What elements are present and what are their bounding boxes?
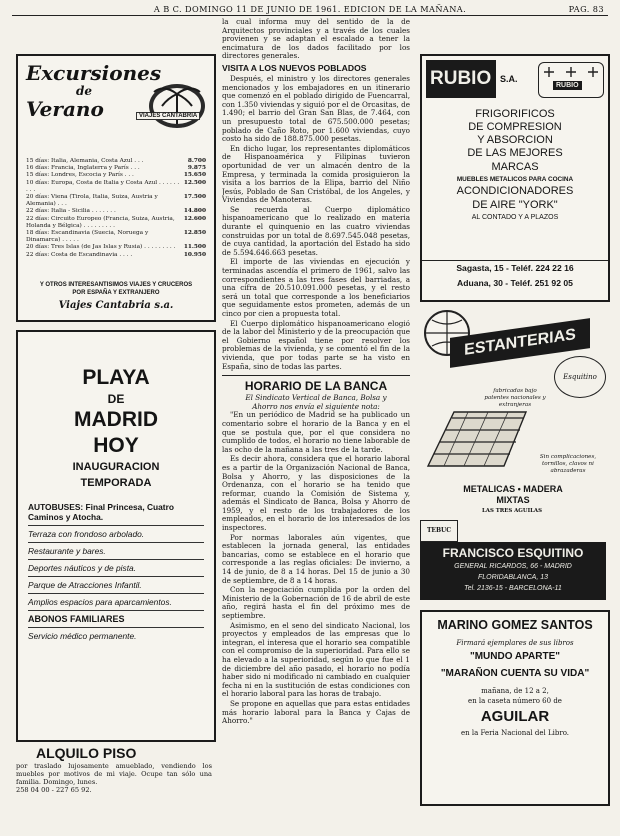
excursion-row [26, 208, 206, 215]
excursiones-list [26, 158, 206, 259]
book-maranon: "MARAÑON CUENTA SU VIDA" [440, 668, 590, 679]
excursion-price: 12.850 [183, 230, 206, 237]
esquitino-address-3: Tel. 2136-15 - BARCELONA-11 [464, 585, 562, 592]
alquilo-text: por traslado lujosamente amueblado, vendiendo los muebles por motivos de mi viaje. Ocupe tan sólo una familia. Domingo, lunes. [16, 762, 212, 786]
tres-aguilas-logo: LAS TRES AGUILAS [482, 508, 542, 514]
playa-item: Amplios espacios para aparcamientos. [28, 597, 172, 607]
marino-name: MARINO GOMEZ SANTOS [437, 618, 593, 632]
excursion-desc: 22 días: Costa de Escandinavia . . . . [26, 251, 133, 258]
esquitino-banner [420, 542, 606, 600]
excursion-desc: 15 días: Italia, Alemania, Costa Azul . . . [26, 158, 144, 164]
rubio-body [422, 108, 608, 224]
page-number: PAG. 83 [568, 4, 604, 14]
esquitino-badge: Esquitino [554, 356, 606, 398]
article-paragraph: Se recuerda al Cuerpo diplomático hispanoamericano que lo realizado en materia durante el quinquenio en las cuatro viviendas construidas por un total de 8.697.545.048 pesetas, de cuya cantidad, la aportación del Estado ha sido de 5.594.646.663 pesetas. [222, 204, 410, 257]
playa-madrid-ad [16, 330, 216, 742]
header-line: A B C. DOMINGO 11 DE JUNIO DE 1961. EDICION DE LA MAÑANA. [153, 4, 467, 14]
rubio-line-1: FRIGORIFICOS [475, 108, 555, 120]
estanterias-sub-1: fabricadas bajo [493, 388, 537, 394]
rubio-line-4: DE LAS MEJORES [467, 147, 563, 159]
snowflake-icon [541, 65, 601, 79]
article-intro: la cual informa muy del sentido de la de Arquitectos provinciales y a través de los cuales provienen y se adaptan el escalado a tener la encimatura de los dados facilitado por los directores generales. [222, 18, 410, 61]
excursion-price: 10.950 [183, 251, 206, 258]
banca-headline: HORARIO DE LA BANCA [244, 379, 388, 394]
header-rule [12, 15, 608, 16]
article-paragraph: Se propone en aquellas que para estas entidades más horario laboral para la Banca y Cajas de Ahorro." [222, 698, 410, 726]
esquitino-firm: FRANCISCO ESQUITINO [442, 546, 584, 560]
playa-item: AUTOBUSES: Final Princesa, Cuatro Caminos y Atocha. [28, 502, 174, 522]
rubio-line-8: DE AIRE "YORK" [472, 199, 558, 211]
excursion-desc: 15 días: Londres, Escocia y París . . . [26, 172, 134, 179]
playa-item: Parque de Atracciones Infantil. [28, 580, 142, 590]
estanterias-title: ESTANTERIAS [450, 318, 590, 368]
abonos-familiares: ABONOS FAMILIARES [28, 614, 125, 624]
banca-body [222, 411, 410, 725]
rubio-line-2: DE COMPRESION [468, 121, 562, 133]
playa-list [28, 502, 204, 641]
excursion-price: 12.600 [183, 215, 206, 222]
estanterias-ad [420, 304, 606, 600]
excursion-row [26, 244, 206, 251]
alquilo-phone: 258 04 00 - 227 65 92. [16, 786, 92, 794]
estanterias-line-1: METALICAS • MADERA [463, 484, 563, 494]
excursion-row [26, 194, 206, 208]
excursion-desc: 16 días: Francia, Inglaterra y París . . . [26, 165, 140, 172]
rubio-line-5: MARCAS [491, 161, 539, 173]
rubio-sa: S.A. [500, 74, 518, 84]
article-paragraph: El Cuerpo diplomático hispanoamericano elogió de la labor del Ministerio y de la preocupación que el Gobierno español tiene por resolver los problemas de la vivienda, y se comentó el fin de la vivienda, que por todas parte se ha visto en España, sino de todas las partes. [222, 318, 410, 371]
marino-line-1: Firmará ejemplares de sus libros [456, 639, 574, 647]
article-paragraph: El importe de las viviendas en ejecución y terminadas ascendía el primero de 1961, salvo las correspondientes a las tres fases del barriadas, a una cifra de 20.510.091.000 pesetas, y el resto será un total que corresponde a los beneficiarios que seguidamente estos prometen, además de un cinco por cien a propuesta total. [222, 257, 410, 318]
excursion-desc: 22 días: Italia - Sicilia . . . . . . . [26, 208, 116, 215]
playa-line-5: INAUGURACION [72, 461, 160, 473]
marino-line-3: en la caseta número 60 de [468, 697, 562, 705]
rubio-address-1: Sagasta, 15 - Teléf. 224 22 16 [456, 263, 574, 273]
marino-line-4: en la Feria Nacional del Libro. [460, 729, 570, 737]
excursion-price: 9.875 [187, 165, 206, 172]
article-body [222, 75, 410, 371]
rubio-badge-text: RUBIO [553, 81, 582, 90]
excursion-row [26, 230, 206, 244]
rubio-address-2: Aduana, 30 - Teléf. 251 92 05 [457, 278, 573, 288]
excursion-row [26, 180, 206, 194]
excursion-row [26, 216, 206, 230]
rubio-addresses [422, 260, 608, 291]
article-paragraph: Es decir ahora, considera que el horario laboral es a partir de la Organización Nacional de Banca, Bolsa y Ahorro, y las disposiciones de la Ordenanza, con el horario se ha tenido que reformar, cuando la Comisión de Sistema y, además el Sindicato de Banca, Bolsa y Ahorro de 1959, y el resto de los trabajadores de los empleados, en el horario de los interesados de los inspectores. [222, 454, 410, 533]
excursiones-title-3: Verano [26, 97, 104, 121]
article-paragraph: En dicho lugar, los representantes diplomáticos de Hispanoamérica y Filipinas tuvieron oportunidad de ver un almacén dentro de la Empresa, y terminada la comida prosiguieron la visita a los barrios de la Elipa, barrio del Niño Jesús, Poblado de San Cristóbal, de los Angeles, y Viviendas de Manoteras. [222, 143, 410, 205]
excursion-price: 14.800 [183, 208, 206, 215]
excursion-desc: 20 días: Viena (Tirola, Italia, Suiza, Austria y Alemania) . . . [26, 194, 158, 208]
excursion-price: 12.500 [183, 179, 206, 186]
rubio-logo [426, 60, 496, 98]
excursiones-title-1: Excursiones [26, 61, 162, 85]
viajes-badge: VIAJES CANTABRIA [136, 112, 200, 120]
excursiones-footer-2: POR ESPAÑA Y EXTRANJERO [72, 289, 160, 296]
rubio-ad [420, 54, 610, 302]
excursion-desc: 22 días: Circuito Europeo (Francia, Suiza, Austria, Holanda y Bélgica) . . . . . . . . . [26, 215, 175, 229]
playa-line-4: HOY [93, 434, 139, 457]
excursion-row [26, 172, 206, 179]
esquitino-address-1: GENERAL RICARDOS, 66 - MADRID [454, 563, 572, 570]
rubio-badge [538, 62, 604, 98]
excursiones-footer [24, 282, 208, 297]
marino-line-2: mañana, de 12 a 2, [481, 687, 549, 695]
playa-line-3: MADRID [74, 408, 158, 431]
alquilo-ad [16, 744, 212, 794]
playa-line-2: DE [107, 392, 125, 406]
excursion-desc: 20 días: Tres Islas (de Jas Islas y Rusia) . . . . . . . . . [26, 244, 176, 251]
playa-line-1: PLAYA [82, 366, 150, 389]
article-paragraph: Con la negociación cumplida por la orden del Ministerio de la Gobernación de 16 de abril de este año, regirá hasta el fin del próximo mes de septiembre. [222, 585, 410, 620]
excursiones-ad [16, 54, 216, 322]
esquitino-address-2: FLORIDABLANCA, 13 [477, 574, 549, 581]
article-paragraph: Asimismo, en el seno del sindicato Nacional, los proyectos y empleados de las empresas que lo integran, el interesa que el horario sea compatible con el compromiso de la superioridad. Para ello se ha elevado a la superioridad, según lo que fue el 1 de diciembre del año pasado, el horario no podía haber sido ni modificado ni cambiado en cualquier fecha ni en la sustitución de estas condiciones con el horario laboral para las horas de trabajo. [222, 620, 410, 699]
rubio-line-3: Y ABSORCION [477, 134, 553, 146]
excursion-price: 17.500 [183, 194, 206, 201]
excursiones-footer-1: Y OTROS INTERESANTISIMOS VIAJES Y CRUCEROS [39, 282, 193, 288]
rubio-line-6: MUEBLES METALICOS PARA COCINA [456, 176, 574, 183]
marino-ad [420, 610, 610, 806]
palm-tree-icon [146, 74, 208, 132]
banca-intro: El Sindicato Vertical de Banca, Bolsa y Ahorro nos envía el siguiente nota: [245, 393, 387, 411]
excursion-desc: 18 días: Escandinavia (Suecia, Noruega y Dinamarca) . . . . . [26, 230, 149, 244]
page-header [0, 4, 620, 14]
excursion-price: 15.650 [183, 172, 206, 179]
rubio-line-9: AL CONTADO Y A PLAZOS [471, 214, 559, 221]
alquilo-title: ALQUILO PISO [36, 745, 137, 761]
shelving-illustration [424, 404, 530, 470]
article-paragraph: "En un periódico de Madrid se ha publicado un comentario sobre el horario de la Banca y en el que se postula que, por el que considera no cumplido de todos, el horario no tiene laborable de las ocho de la mañana a las tres de la tarde. [222, 410, 410, 454]
estanterias-sub-3: Sin complicaciones, tornillos, clavos ni abrazaderas [539, 454, 597, 474]
excursion-price: 11.500 [183, 244, 206, 251]
estanterias-line-2: MIXTAS [496, 495, 530, 505]
estanterias-sub-2: patentes nacionales y extranjeras [484, 395, 546, 408]
playa-item: Restaurante y bares. [28, 546, 106, 556]
playa-line-6: TEMPORADA [80, 477, 152, 489]
excursiones-title-2: de [76, 84, 93, 98]
playa-item: Terraza con frondoso arbolado. [28, 529, 145, 539]
servicio-medico: Servicio médico permanente. [28, 631, 137, 641]
article-paragraph: Por normas laborales aún vigentes, que establecen la jornada general, las entidades bancarias, como se establece en el horario que corresponde a las reglas oficiales: De invierno, a 14 de junio, de 8 a 14 horas. Del 15 de junio a 30 de septiembre, de 8 a 14 horas. [222, 532, 410, 585]
excursion-desc: 10 días: Europa, Costa de Italia y Costa Azul . . . . . . . . . [26, 179, 180, 193]
excursion-price: 8.700 [187, 158, 206, 164]
excursion-row [26, 252, 206, 259]
estanterias-materials [420, 484, 606, 506]
book-mundo-aparte: "MUNDO APARTE" [469, 651, 561, 662]
excursiones-signature: Viajes Cantabria s.a. [58, 300, 174, 311]
rubio-brand: RUBIO [430, 68, 492, 89]
article-column [222, 18, 410, 832]
aguilar-publisher: AGUILAR [480, 708, 550, 725]
tebuc-logo: TEBUC [420, 520, 458, 542]
article-paragraph: Después, el ministro y los directores generales mencionados y los embajadores en un itinerario que comenzó en el poblado dirigido de Fuencarral, con 1.350 viviendas y siguió por el de Orcasitas, de 1.490; el barrio del Gran San Blas, de 7.464, con un presupuesto total de 675.500.000 pesetas; poblado de Caño Roto, por 1.600 viviendas, cuyo costo ha sido de 188.875.000 pesetas. [222, 73, 410, 144]
article-subhead: VISITA A LOS NUEVOS POBLADOS [222, 62, 367, 73]
rubio-line-7: ACONDICIONADORES [456, 185, 574, 197]
playa-item: Deportes náuticos y de pista. [28, 563, 137, 573]
